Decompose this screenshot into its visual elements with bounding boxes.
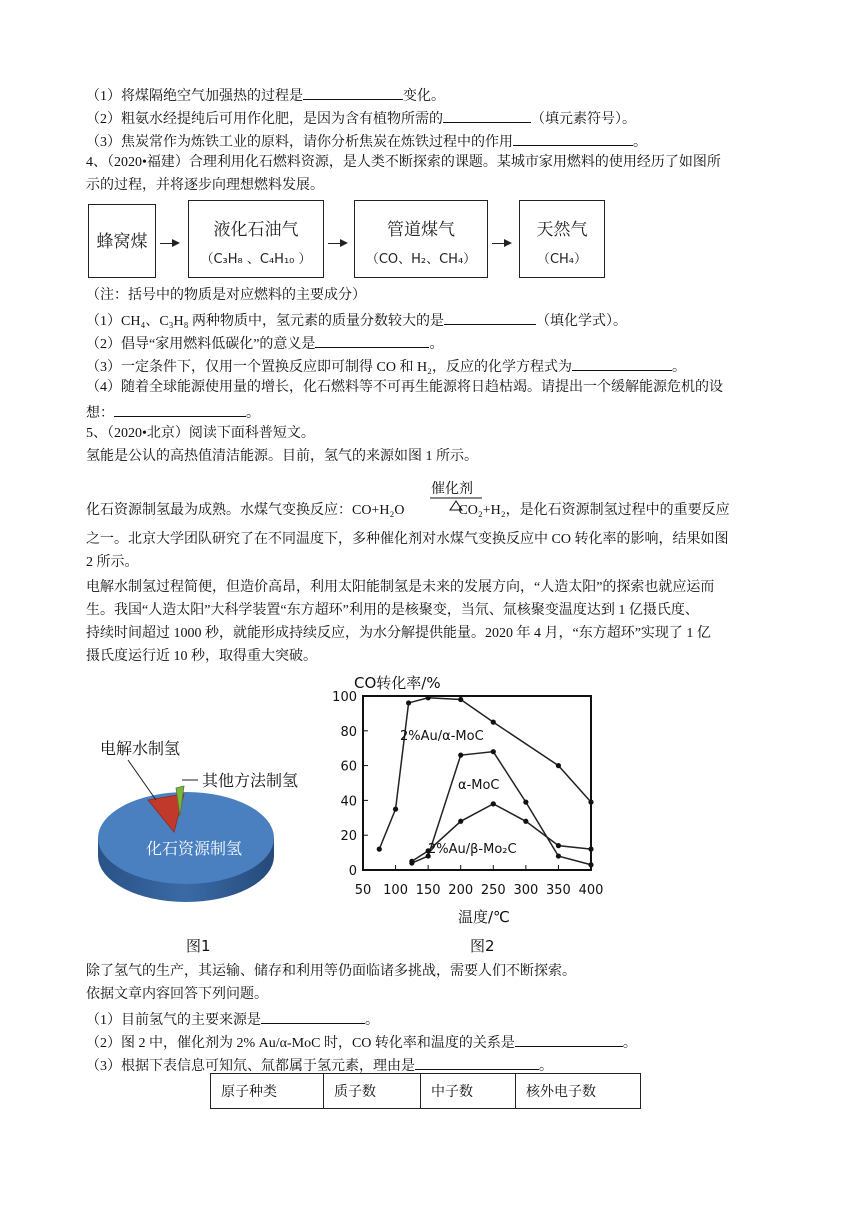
pie-label-fossil: 化石资源制氢 [146, 839, 243, 858]
chart-data-point [556, 853, 561, 858]
pie-label-electrolysis: 电解水制氢 [100, 739, 181, 758]
q4-question-1 [86, 309, 627, 332]
q3-item-1-suffix: 变化。 [403, 89, 445, 104]
flow-step-lpg [188, 200, 324, 278]
answer-blank[interactable] [443, 107, 531, 123]
q3-item-2-text: （2）粗氨水经提纯后可用作化肥，是因为含有植物所需的 [86, 112, 443, 127]
chart-data-point [491, 749, 496, 754]
series-label-alpha-moc: α-MoC [458, 778, 500, 793]
answer-blank[interactable] [303, 84, 403, 100]
answer-blank[interactable] [261, 1008, 365, 1024]
chart-data-point [458, 753, 463, 758]
q4-question-3-suffix: 。 [671, 360, 686, 375]
chart-data-point [426, 695, 431, 700]
chart-data-point [523, 800, 528, 805]
q5-paragraph-4: 除了氢气的生产，其运输、储存和利用等仍面临诸多挑战，需要人们不断探索。 [86, 964, 576, 979]
q5-paragraph-1: 氢能是公认的高热值清洁能源。目前，氢气的来源如图 1 所示。 [86, 449, 478, 464]
reaction-products: CO₂+H₂，是化石资源制氢过程中的重要反应 [458, 503, 730, 518]
flow-step-title: 天然气 [536, 220, 588, 240]
pie-slice-fossil [98, 792, 274, 884]
chart-y-tick-label: 80 [340, 724, 357, 740]
figure-2-caption: 图2 [470, 937, 495, 955]
q3-item-3-suffix: 。 [633, 135, 647, 150]
q3-item-3 [86, 130, 647, 153]
q5-paragraph-5: 依据文章内容回答下列问题。 [86, 987, 268, 1002]
q5-answer-2 [86, 1031, 637, 1054]
q4-question-2-text: （2）倡导“家用燃料低碳化”的意义是 [86, 337, 316, 352]
table-header-cell: 中子数 [421, 1074, 516, 1109]
answer-blank[interactable] [513, 130, 633, 146]
chart-y-axis-label: CO转化率/% [354, 674, 441, 692]
series-label-2pct-au-alpha-moc: 2%Au/α-MoC [400, 729, 484, 744]
chart-data-point [458, 697, 463, 702]
figure-1-caption: 图1 [186, 937, 211, 955]
q4-question-1-text: （1）CH₄、C₃H₈ 两种物质中，氢元素的质量分数较大的是 [86, 314, 445, 329]
chart-x-tick-label: 350 [546, 883, 571, 898]
chart-x-tick-label: 400 [578, 883, 604, 898]
q5-answer-2-suffix: 。 [622, 1036, 637, 1051]
q3-item-1 [86, 84, 445, 107]
chart-y-tick-label: 40 [340, 794, 357, 810]
flow-step-title: 液化石油气 [213, 220, 299, 240]
chart-x-tick-label: 50 [354, 883, 372, 898]
q4-question-1-suffix: （填化学式）。 [536, 314, 628, 329]
q4-question-2 [86, 332, 443, 355]
q5-answer-2-text: （2）图 2 中，催化剂为 2% Au/α-MoC 时，CO 转化率和温度的关系是 [86, 1036, 515, 1051]
q4-question-3 [86, 355, 686, 378]
figure-1-pie-chart [86, 730, 316, 910]
flow-step-formula: （CO、H₂、CH₄） [365, 252, 477, 267]
q4-question-2-suffix: 。 [429, 337, 444, 352]
q3-item-2-suffix: （填元素符号）。 [531, 112, 636, 127]
q5-paragraph-3-line3: 持续时间超过 1000 秒，就能形成持续反应，为水分解提供能量。2020 年 4 月，“东方超环”实现了 1 亿 [86, 626, 711, 641]
flow-step-title: 管道煤气 [387, 220, 455, 240]
flow-arrow [492, 243, 510, 244]
q4-intro-line2: 示的过程，并将逐步向理想燃料发展。 [86, 178, 324, 193]
q5-answer-1 [86, 1008, 379, 1031]
chart-data-point [588, 847, 593, 852]
flow-arrow [160, 243, 178, 244]
q5-paragraph-2-line3: 2 所示。 [86, 555, 139, 570]
answer-blank[interactable] [315, 332, 429, 348]
answer-blank[interactable] [515, 1031, 623, 1047]
q4-note: （注：括号中的物质是对应燃料的主要成分） [86, 288, 366, 303]
chart-data-point [458, 819, 463, 824]
flow-step-formula: （C₃H₈ 、C₄H₁₀ ） [200, 252, 312, 267]
answer-blank[interactable] [114, 401, 246, 417]
q5-answer-1-text: （1）目前氢气的主要来源是 [86, 1013, 261, 1028]
figure-2-line-chart [320, 668, 610, 930]
q3-item-2 [86, 107, 636, 130]
chart-data-point [393, 807, 398, 812]
pie-leader-line [128, 760, 156, 800]
answer-blank[interactable] [572, 355, 672, 371]
chart-data-point [406, 700, 411, 705]
chart-y-tick-label: 20 [340, 829, 357, 845]
q4-intro-line1: 4、（2020•福建）合理利用化石燃料资源，是人类不断探索的课题。某城市家用燃料的使用经历了如图所 [86, 155, 721, 170]
q5-answer-3-suffix: 。 [539, 1059, 553, 1074]
reaction-reactants: 化石资源制氢最为成熟。水煤气变换反应：CO+H₂O [86, 503, 405, 518]
chart-x-tick-label: 250 [480, 883, 506, 898]
q5-answer-1-suffix: 。 [365, 1013, 379, 1028]
chart-y-tick-label: 0 [348, 864, 357, 879]
q5-paragraph-3-line2: 生。我国“人造太阳”大科学装置“东方超环”利用的是核聚变，当氘、氚核聚变温度达到 1 亿摄氏度、 [86, 603, 699, 618]
answer-blank[interactable] [444, 309, 536, 325]
series-label-2pct-au-beta-mo2c: 2%Au/β-Mo₂C [428, 842, 517, 857]
chart-data-point [377, 847, 382, 852]
chart-data-point [556, 763, 561, 768]
q4-question-4-text: 想： [86, 406, 114, 421]
flow-arrow [328, 243, 346, 244]
chart-data-point [409, 859, 414, 864]
chart-x-tick-label: 200 [448, 883, 474, 898]
reaction-catalyst-label: 催化剂 [431, 482, 473, 497]
table-header-cell: 核外电子数 [516, 1074, 641, 1109]
chart-data-point [588, 800, 593, 805]
answer-blank[interactable] [415, 1054, 539, 1070]
chart-series-line-0 [379, 698, 591, 849]
flow-step-honeycomb-coal [88, 204, 156, 278]
chart-data-point [491, 720, 496, 725]
table-header-cell: 质子数 [324, 1074, 421, 1109]
table-row [211, 1074, 641, 1109]
q4-question-4-suffix: 。 [246, 406, 260, 421]
q4-question-4-line2 [86, 401, 260, 424]
q5-paragraph-3-line1: 电解水制氢过程简便，但造价高昂，利用太阳能制氢是未来的发展方向，“人造太阳”的探索也就应运而 [86, 580, 715, 595]
chart-data-point [523, 819, 528, 824]
chart-y-tick-label: 100 [332, 690, 357, 705]
flow-step-pipeline-gas [354, 200, 488, 278]
q5-paragraph-2-line1 [86, 501, 730, 521]
flow-step-natural-gas [519, 200, 605, 278]
flow-step-formula: （CH₄） [536, 252, 588, 267]
chart-data-point [491, 801, 496, 806]
chart-data-point [556, 843, 561, 848]
chart-y-tick-label: 60 [340, 759, 357, 775]
flow-step-title: 蜂窝煤 [96, 232, 148, 252]
q5-intro: 5、（2020•北京）阅读下面科普短文。 [86, 426, 315, 441]
q5-answer-3-text: （3）根据下表信息可知氘、氚都属于氢元素，理由是 [86, 1059, 415, 1074]
q3-item-3-text: （3）焦炭常作为炼铁工业的原料，请你分析焦炭在炼铁过程中的作用 [86, 135, 513, 150]
chart-x-tick-label: 300 [513, 883, 539, 898]
q5-paragraph-3-line4: 摄氏度运行近 10 秒，取得重大突破。 [86, 649, 317, 664]
chart-data-point [588, 862, 593, 867]
q5-paragraph-2-line2: 之一。北京大学团队研究了在不同温度下，多种催化剂对水煤气变换反应中 CO 转化率的影响，结果如图 [86, 532, 729, 547]
table-header-cell: 原子种类 [211, 1074, 324, 1109]
pie-label-other: 其他方法制氢 [202, 771, 299, 790]
chart-x-tick-label: 100 [383, 883, 408, 898]
q4-question-4-line1: （4）随着全球能源使用量的增长，化石燃料等不可再生能源将日趋枯竭。请提出一个缓解能源危机的设 [86, 380, 723, 395]
q3-item-1-text: （1）将煤隔绝空气加强热的过程是 [86, 89, 303, 104]
chart-x-axis-label: 温度/℃ [458, 908, 510, 926]
atom-info-table [210, 1073, 641, 1109]
q4-question-3-text: （3）一定条件下，仅用一个置换反应即可制得 CO 和 H₂，反应的化学方程式为 [86, 360, 572, 375]
chart-x-tick-label: 150 [415, 883, 441, 898]
